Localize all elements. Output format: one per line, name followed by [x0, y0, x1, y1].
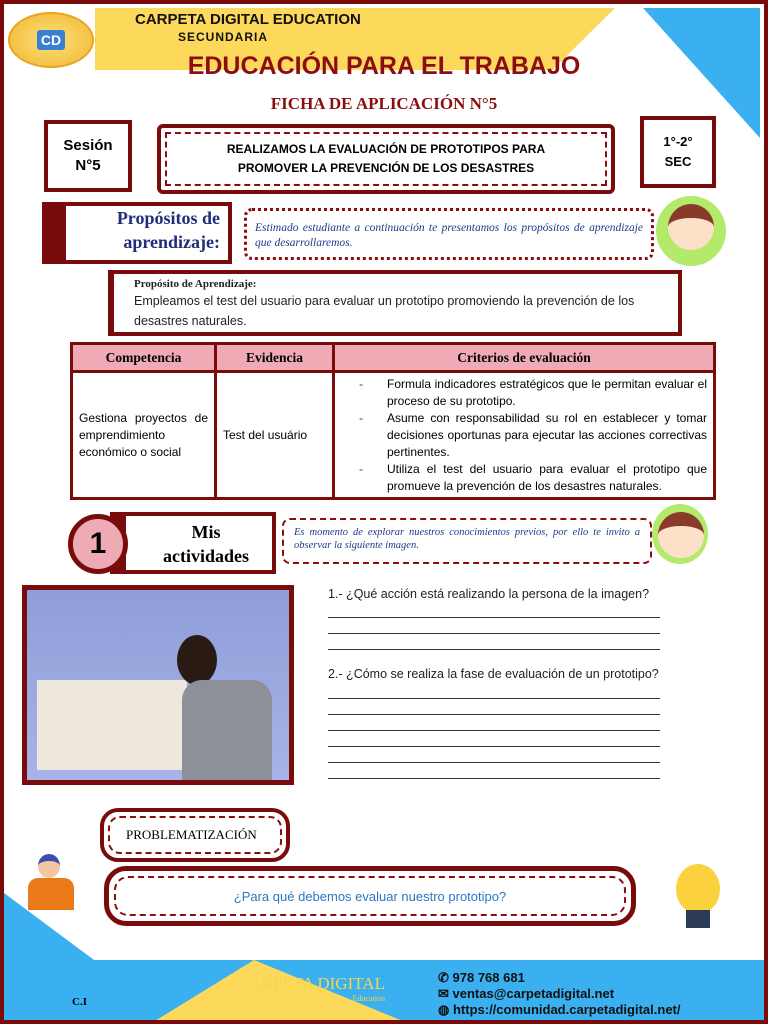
avatar-face: [668, 204, 714, 250]
session-label: Sesión: [63, 137, 113, 154]
answer-line[interactable]: [328, 618, 660, 634]
answer-line[interactable]: [328, 602, 660, 618]
person-head: [177, 635, 217, 685]
phone-icon: ✆: [438, 970, 453, 985]
evidencia-cell: Test del usuário: [216, 372, 334, 499]
prototype-evaluation-photo: [22, 585, 294, 785]
logo-text: CD: [37, 30, 65, 50]
person-body: [182, 680, 272, 780]
answer-line[interactable]: [328, 763, 660, 779]
footer-logo-text: CARPETA DIGITAL: [238, 974, 385, 993]
website-link[interactable]: https://comunidad.carpetadigital.net/: [452, 1002, 681, 1017]
session-title-box: [157, 124, 615, 194]
evaluation-table: [70, 342, 716, 500]
header-criterios: Criterios de evaluación: [334, 344, 715, 372]
grade-level: SEC: [664, 154, 692, 169]
criterios-cell: [334, 372, 715, 499]
email-row[interactable]: [438, 986, 681, 1002]
criterio-item: - Formula indicadores estratégicos que le permitan evaluar el proceso de su prototipo.: [351, 376, 707, 410]
purposes-heading-line2: aprendizaje:: [123, 232, 220, 252]
email-link[interactable]: ventas@carpetadigital.net: [452, 986, 615, 1001]
person-body: [28, 878, 74, 910]
learning-purpose-label: Propósito de Aprendizaje:: [134, 278, 257, 290]
problem-question: ¿Para qué debemos evaluar nuestro prototipo?: [114, 876, 626, 916]
grade: 1°-2°: [663, 134, 693, 149]
bulb-glass: [676, 864, 720, 914]
table-row: [72, 372, 715, 499]
answer-line[interactable]: [328, 683, 660, 699]
activities-heading: [110, 512, 276, 574]
learning-purpose-box: [108, 270, 682, 336]
question-1: 1.- ¿Qué acción está realizando la persona de la imagen?: [328, 587, 650, 601]
purposes-intro: Estimado estudiante a continuación te presentamos los propósitos de aprendizaje que desarrollaremos.: [244, 208, 654, 260]
problematization-label-box: [100, 808, 290, 862]
activities-intro: Es momento de explorar nuestros conocimientos previos, por ello te invito a observar la siguiente imagen.: [282, 518, 652, 564]
question-2-block: [328, 666, 660, 779]
problematization-label: PROBLEMATIZACIÓN: [108, 816, 282, 854]
brand-name: CARPETA DIGITAL EDUCATION: [135, 11, 361, 28]
level-label: SECUNDARIA: [178, 30, 269, 44]
footer-contact: [438, 970, 681, 1018]
avatar-face: [658, 512, 704, 558]
session-title-inner: [165, 132, 607, 186]
mail-icon: ✉: [438, 986, 453, 1001]
student-avatar-icon: [652, 504, 708, 564]
question-1-block: [328, 586, 660, 650]
bulb-base: [686, 910, 710, 928]
subject-title: EDUCACIÓN PARA EL TRABAJO: [187, 52, 581, 80]
lightbulb-idea-icon: [650, 846, 740, 936]
learning-purpose-text: Empleamos el test del usuario para evaluar un prototipo promoviendo la prevención de los desastres naturales.: [134, 294, 635, 328]
answer-line[interactable]: [328, 731, 660, 747]
activities-title-line1: Mis: [191, 522, 221, 542]
phone-row: [438, 970, 681, 986]
student-avatar-icon: [656, 196, 726, 266]
footer-logo-sub: Education: [352, 994, 385, 1003]
url-row[interactable]: [438, 1002, 681, 1018]
session-badge: [44, 120, 132, 192]
question-2: 2.- ¿Cómo se realiza la fase de evaluación de un prototipo?: [328, 667, 659, 681]
criterio-item: - Asume con responsabilidad su rol en establecer y tomar decisiones oportunas para ejecutar las acciones correctivas pertinentes.: [351, 410, 707, 461]
person-head: [38, 854, 60, 878]
purposes-heading-line1: Propósitos de: [116, 208, 220, 228]
answer-line[interactable]: [328, 715, 660, 731]
session-number: N°5: [75, 157, 101, 174]
session-title-line1: REALIZAMOS LA EVALUACIÓN DE PROTOTIPOS PARA: [226, 142, 546, 156]
grade-badge: [640, 116, 716, 188]
answer-line[interactable]: [328, 699, 660, 715]
footer-initials: C.I: [72, 996, 87, 1008]
activities-title-line2: actividades: [162, 546, 249, 566]
globe-icon: ◍: [438, 1002, 453, 1017]
footer-logo: [238, 974, 385, 1004]
activity-number: 1: [68, 514, 128, 574]
criterios-list: [335, 373, 713, 497]
thinking-person-icon: [28, 850, 74, 910]
answer-line[interactable]: [328, 634, 660, 650]
purposes-heading: [42, 202, 232, 264]
answer-line[interactable]: [328, 747, 660, 763]
phone-number: 978 768 681: [452, 970, 525, 985]
building-model: [37, 680, 187, 770]
competencia-cell: Gestiona proyectos de emprendimiento económico o social: [72, 372, 216, 499]
sheet-title: FICHA DE APLICACIÓN N°5: [270, 94, 498, 113]
table-header-row: [72, 344, 715, 372]
header-competencia: Competencia: [72, 344, 216, 372]
problem-question-box: [104, 866, 636, 926]
session-title-line2: PROMOVER LA PREVENCIÓN DE LOS DESASTRES: [237, 161, 535, 175]
criterio-item: - Utiliza el test del usuario para evaluar el prototipo que promueve la prevención de los desastres naturales.: [351, 461, 707, 495]
header-evidencia: Evidencia: [216, 344, 334, 372]
